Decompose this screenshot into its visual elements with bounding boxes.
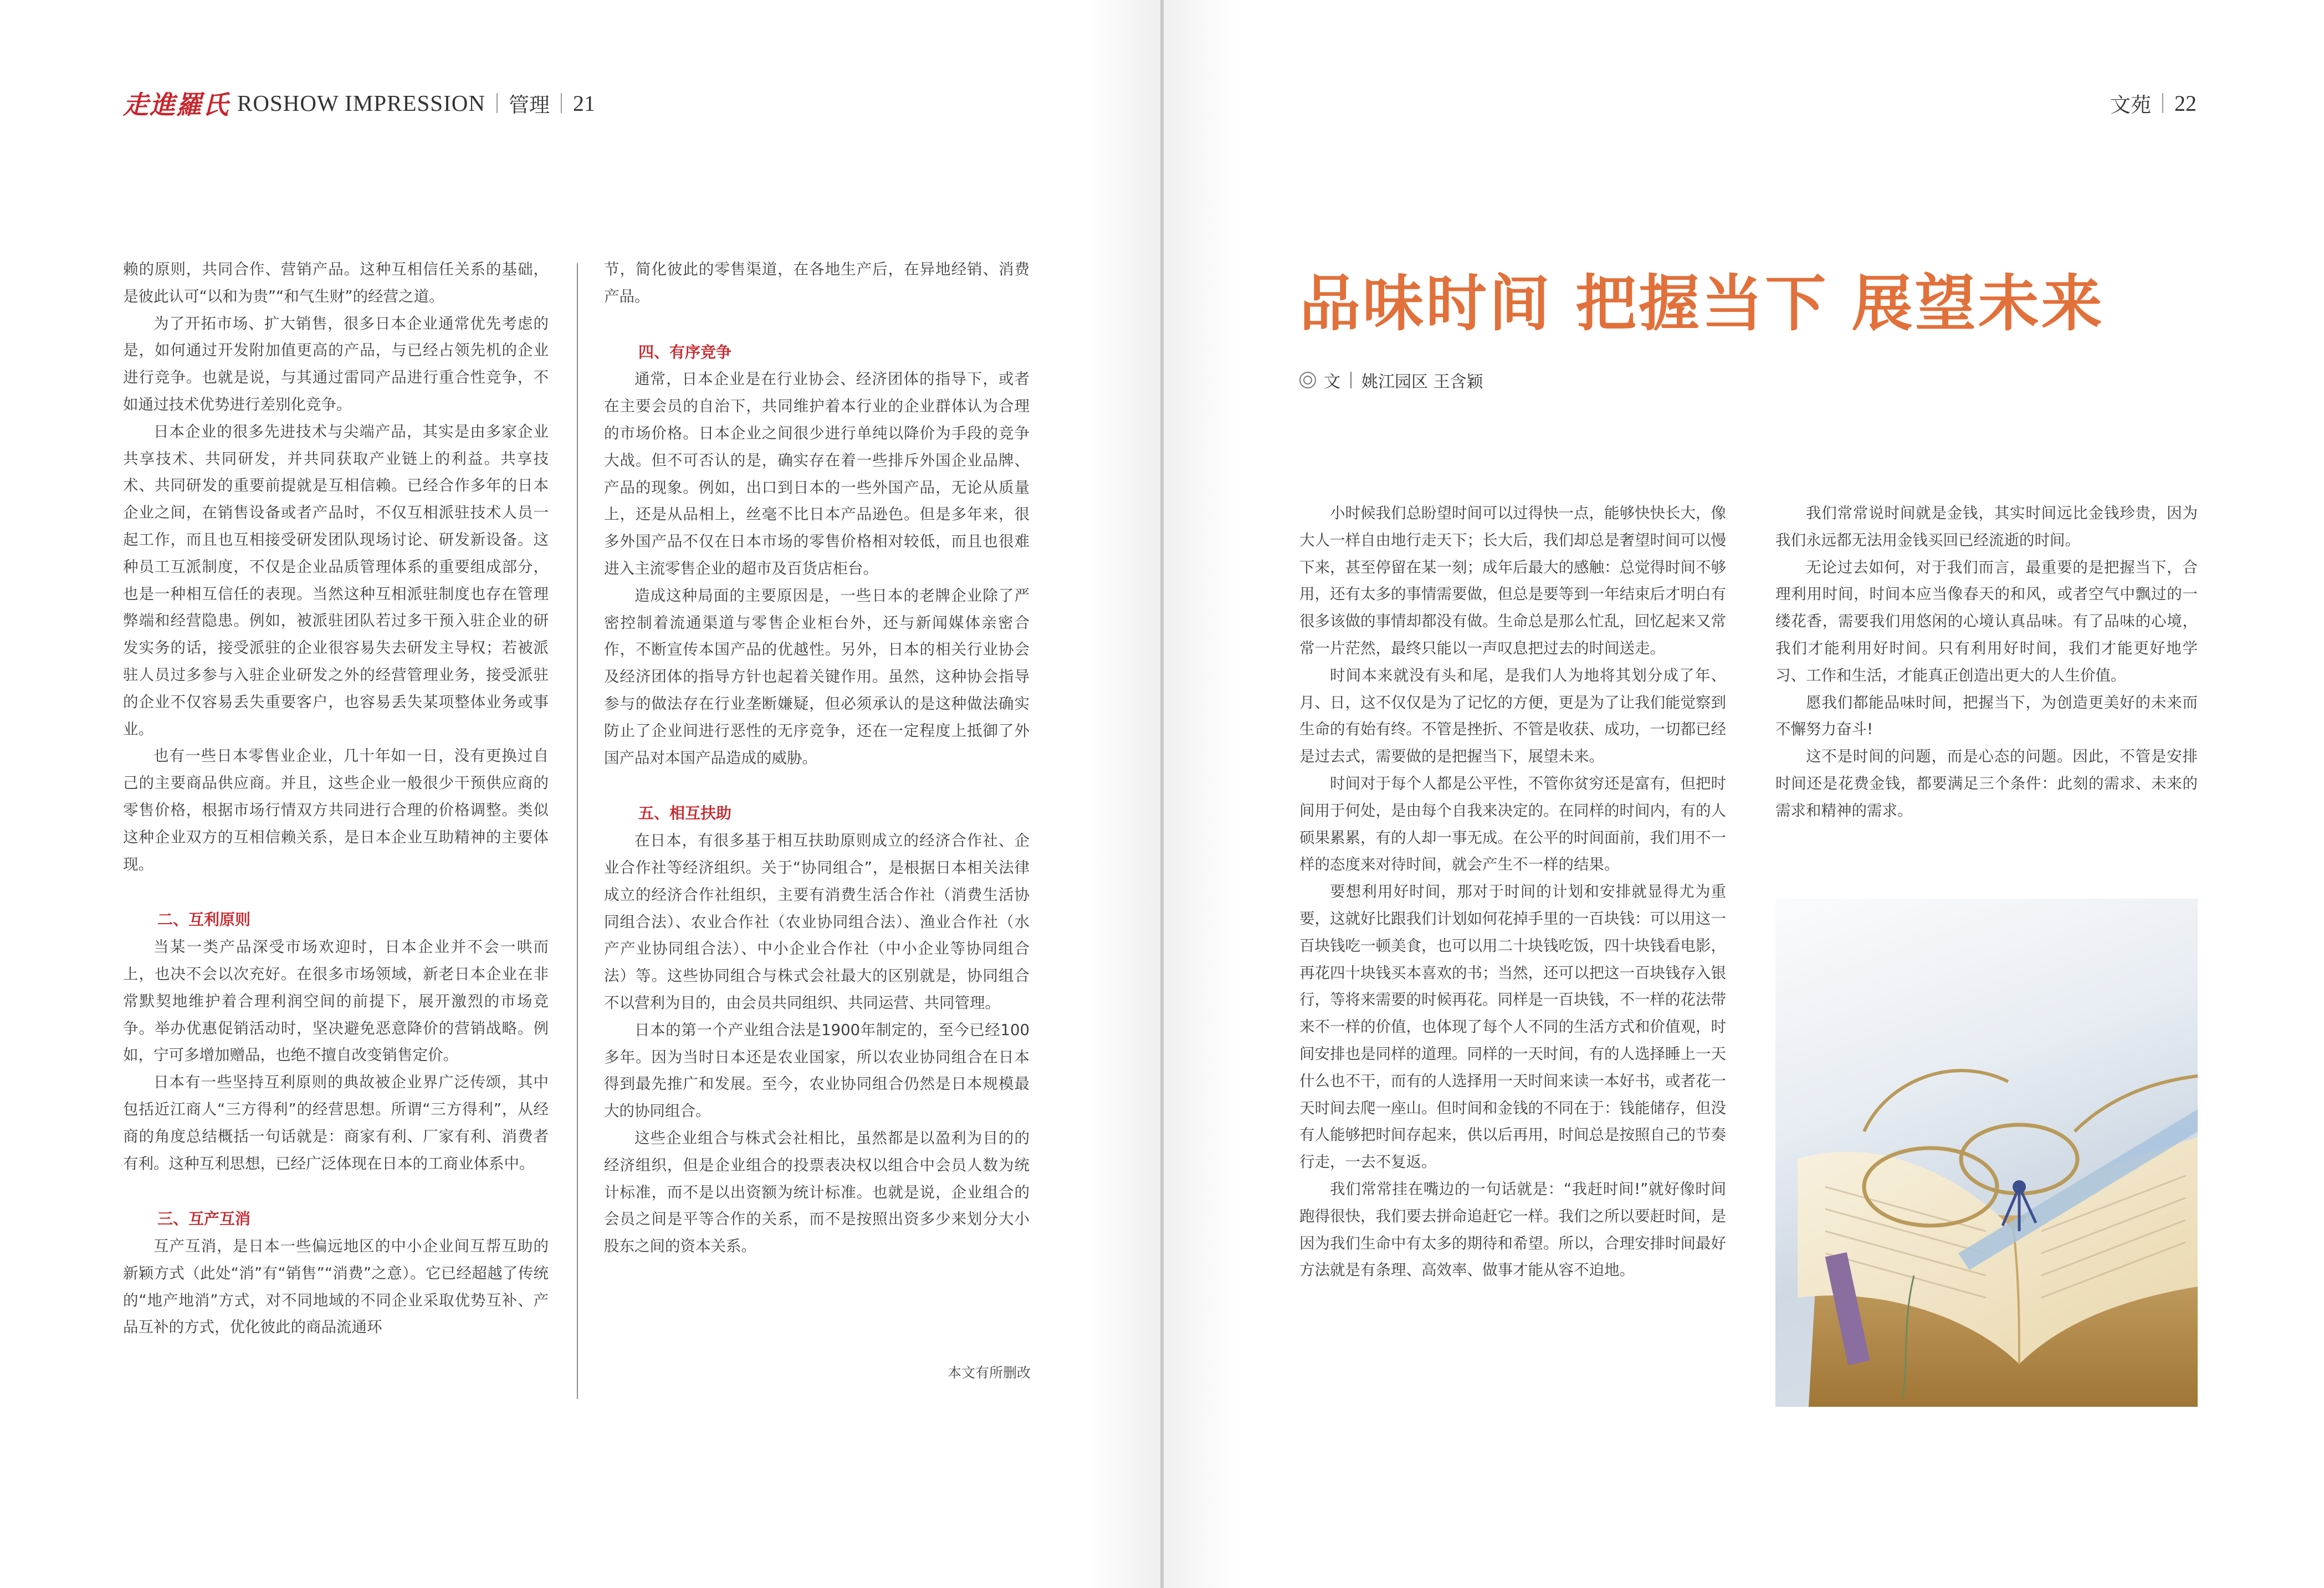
page-number: 22 bbox=[2174, 90, 2197, 116]
right-header bbox=[2110, 86, 2197, 120]
paragraph: 这不是时间的问题，而是心态的问题。因此，不管是安排时间还是花费金钱，都要满足三个条件：此刻的需求、未来的需求和精神的需求。 bbox=[1775, 747, 2198, 819]
magazine-brand: ROSHOW IMPRESSION bbox=[237, 90, 485, 116]
paragraph: 赖的原则，共同合作、营销产品。这种互相信任关系的基础，是彼此认可“以和为贵”“和气生财”的经营之道。 bbox=[123, 260, 549, 305]
article-column-2 bbox=[604, 256, 1030, 1260]
paragraph: 愿我们都能品味时间，把握当下，为创造更美好的未来而不懈努力奋斗! bbox=[1775, 693, 2198, 739]
section-heading: 五、相互扶助 bbox=[638, 804, 732, 823]
section-heading: 四、有序竞争 bbox=[638, 342, 732, 361]
paragraph-spacer bbox=[123, 1177, 549, 1206]
page-number: 21 bbox=[572, 90, 595, 116]
page-gutter bbox=[1160, 0, 1164, 1588]
essay-column-2 bbox=[1775, 500, 2198, 824]
paragraph-spacer bbox=[123, 878, 549, 906]
byline-prefix: 文 bbox=[1324, 372, 1340, 392]
paragraph: 日本的第一个产业组合法是1900年制定的，至今已经100多年。因为当时日本还是农业国家，所以农业协同组合在日本得到最先推广和发展。至今，农业协同组合仍然是日本规模最大的协同组合。 bbox=[604, 1021, 1030, 1120]
header-divider bbox=[496, 93, 498, 113]
paragraph: 日本有一些坚持互利原则的典故被企业界广泛传颂，其中包括近江商人“三方得利”的经营思想。所谓“三方得利”，从经商的角度总结概括一句话就是：商家有利、厂家有利、消费者有利。这种互利思想，已经广泛体现在日本的工商业体系中。 bbox=[123, 1073, 549, 1172]
paragraph: 这些企业组合与株式会社相比，虽然都是以盈利为目的的经济组织，但是企业组合的投票表决权以组合中会员人数为统计标准，而不是以出资额为统计标准。也就是说，企业组合的会员之间是平等合作的关系，而不是按照出资多少来划分大小股东之间的资本关系。 bbox=[604, 1129, 1030, 1256]
article-column-1 bbox=[123, 256, 549, 1341]
open-book-glasses-photo bbox=[1775, 899, 2198, 1407]
byline-author: 姚江园区 王含颖 bbox=[1361, 372, 1483, 392]
paragraph: 通常，日本企业是在行业协会、经济团体的指导下，或者在主要会员的自治下，共同维护着本行业的企业群体认为合理的市场价格。日本企业之间很少进行单纯以降价为手段的竞争大战。但不可否认的是，确实存在着一些排斥外国企业品牌、产品的现象。例如，出口到日本的一些外国产品，无论从质量上，还是从品相上，丝毫不比日本产品逊色。但是多年来，很多外国产品不仅在日本市场的零售价格相对较低，而且也很难进入主流零售企业的超市及百货店柜台。 bbox=[604, 370, 1030, 577]
paragraph: 我们常常挂在嘴边的一句话就是：“我赶时间!”就好像时间跑得很快，我们要去拼命追赶它一样。我们之所以要赶时间，是因为我们生命中有太多的期待和希望。所以，合理安排时间最好方法就是有条理、高效率、做事才能从容不迫地。 bbox=[1299, 1180, 1726, 1279]
article-title: 品味时间 把握当下 展望未来 bbox=[1299, 268, 2105, 339]
paragraph: 为了开拓市场、扩大销售，很多日本企业通常优先考虑的是，如何通过开发附加值更高的产品，与已经占领先机的企业进行竞争。也就是说，与其通过雷同产品进行重合性竞争，不如通过技术优势进行差别化竞争。 bbox=[123, 314, 549, 413]
paragraph-spacer bbox=[604, 310, 1030, 339]
paragraph: 我们常常说时间就是金钱，其实时间远比金钱珍贵，因为我们永远都无法用金钱买回已经流逝的时间。 bbox=[1775, 504, 2198, 549]
header-divider bbox=[561, 93, 562, 113]
section-heading: 三、互产互消 bbox=[157, 1210, 251, 1228]
paragraph: 在日本，有很多基于相互扶助原则成立的经济合作社、企业合作社等经济组织。关于“协同组合”，是根据日本相关法律成立的经济合作社组织，主要有消费生活合作社（消费生活协同组合法）、农业合作社（农业协同组合法）、渔业合作社（水产产业协同组合法）、中小企业合作社（中小企业等协同组合法）等。这些协同组合与株式会社最大的区别就是，协同组合不以营利为目的，由会员共同组织、共同运营、共同管理。 bbox=[604, 832, 1030, 1012]
section-heading: 二、互利原则 bbox=[157, 910, 251, 929]
section-label: 文苑 bbox=[2110, 93, 2151, 117]
paragraph: 日本企业的很多先进技术与尖端产品，其实是由多家企业共享技术、共同研发，并共同获取产业链上的利益。共享技术、共同研发的重要前提就是互相信赖。已经合作多年的日本企业之间，在销售设备或者产品时，不仅互相派驻技术人员一起工作，而且也互相接受研发团队现场讨论、研发新设备。这种员工互派制度，不仅是企业品质管理体系的重要组成部分，也是一种相互信任的表现。当然这种互相派驻制度也存在管理弊端和经营隐患。例如，被派驻团队若过多干预入驻企业的研发实务的话，接受派驻的企业很容易失去研发主导权；若被派驻人员过多参与入驻企业研发之外的经营管理业务，接受派驻的企业不仅容易丢失重要客户，也容易丢失某项整体业务或事业。 bbox=[123, 422, 549, 738]
column-divider bbox=[577, 263, 578, 1399]
target-circle-icon bbox=[1299, 372, 1316, 388]
paragraph: 也有一些日本零售业企业，几十年如一日，没有更换过自己的主要商品供应商。并且，这些企业一般很少干预供应商的零售价格，根据市场行情双方共同进行合理的价格调整。类似这种企业双方的互相信赖关系，是日本企业互助精神的主要体现。 bbox=[123, 747, 549, 873]
section-label: 管理 bbox=[508, 93, 550, 117]
paragraph: 节，简化彼此的零售渠道，在各地生产后，在异地经销、消费产品。 bbox=[604, 260, 1030, 305]
paragraph-spacer bbox=[604, 771, 1030, 800]
editor-note: 本文有所删改 bbox=[947, 1365, 1031, 1381]
paragraph: 造成这种局面的主要原因是，一些日本的老牌企业除了严密控制着流通渠道与零售企业柜台外，还与新闻媒体亲密合作，不断宣传本国产品的优越性。另外，日本的相关行业协会及经济团体的指导方针也起着关键作用。虽然，这种协会指导参与的做法存在行业垄断嫌疑，但必须承认的是这种做法确实防止了企业间进行恶性的无序竞争，还在一定程度上抵御了外国产品对本国产品造成的威胁。 bbox=[604, 586, 1030, 767]
paragraph: 要想利用好时间，那对于时间的计划和安排就显得尤为重要，这就好比跟我们计划如何花掉手里的一百块钱：可以用这一百块钱吃一顿美食，也可以用二十块钱吃饭，四十块钱看电影，再花四十块钱买本喜欢的书；当然，还可以把这一百块钱存入银行，等将来需要的时候再花。同样是一百块钱，不一样的花法带来不一样的价值，也体现了每个人不同的生活方式和价值观，时间安排也是同样的道理。同样的一天时间，有的人选择睡上一天什么也不干，而有的人选择用一天时间来读一本好书，或者花一天时间去爬一座山。但时间和金钱的不同在于：钱能储存，但没有人能够把时间存起来，供以后再用，时间总是按照自己的节奏行走，一去不复返。 bbox=[1299, 883, 1726, 1171]
paragraph: 小时候我们总盼望时间可以过得快一点，能够快快长大，像大人一样自由地行走天下；长大后，我们却总是奢望时间可以慢下来，甚至停留在某一刻；成年后最大的感触：总觉得时间不够用，还有太多的事情需要做，但总是要等到一年结束后才明白有很多该做的事情却都没有做。生命总是那么忙乱，回忆起来又常常一片茫然，最终只能以一声叹息把过去的时间送走。 bbox=[1299, 504, 1726, 657]
left-header bbox=[123, 86, 595, 120]
essay-column-1 bbox=[1299, 500, 1726, 1284]
paragraph: 时间对于每个人都是公平性，不管你贫穷还是富有，但把时间用于何处，是由每个自我来决定的。在同样的时间内，有的人硕果累累，有的人却一事无成。在公平的时间面前，我们用不一样的态度来对待时间，就会产生不一样的结果。 bbox=[1299, 774, 1726, 874]
paragraph: 无论过去如何，对于我们而言，最重要的是把握当下，合理利用时间，时间本应当像春天的和风，或者空气中飘过的一缕花香，需要我们用悠闲的心境认真品味。有了品味的心境，我们才能利用好时间。只有利用好时间，我们才能更好地学习、工作和生活，才能真正创造出更大的人生价值。 bbox=[1775, 558, 2198, 684]
byline bbox=[1299, 368, 1483, 392]
byline-divider bbox=[1350, 372, 1352, 388]
paragraph: 时间本来就没有头和尾，是我们人为地将其划分成了年、月、日，这不仅仅是为了记忆的方便，更是为了让我们能觉察到生命的有始有终。不管是挫折、不管是收获、成功，一切都已经是过去式，需要做的是把握当下，展望未来。 bbox=[1299, 666, 1726, 766]
header-divider bbox=[2162, 93, 2163, 113]
paragraph: 当某一类产品深受市场欢迎时，日本企业并不会一哄而上，也决不会以次充好。在很多市场领域，新老日本企业在非常默契地维护着合理利润空间的前提下，展开激烈的市场竞争。举办优惠促销活动时，坚决避免恶意降价的营销战略。例如，宁可多增加赠品，也绝不擅自改变销售定价。 bbox=[123, 938, 549, 1064]
magazine-logo: 走進羅氏 bbox=[123, 90, 229, 120]
paragraph: 互产互消，是日本一些偏远地区的中小企业间互帮互助的新颖方式（此处“消”有“销售”“消费”之意）。它已经超越了传统的“地产地消”方式，对不同地域的不同企业采取优势互补、产品互补的方式，优化彼此的商品流通环 bbox=[123, 1237, 549, 1336]
